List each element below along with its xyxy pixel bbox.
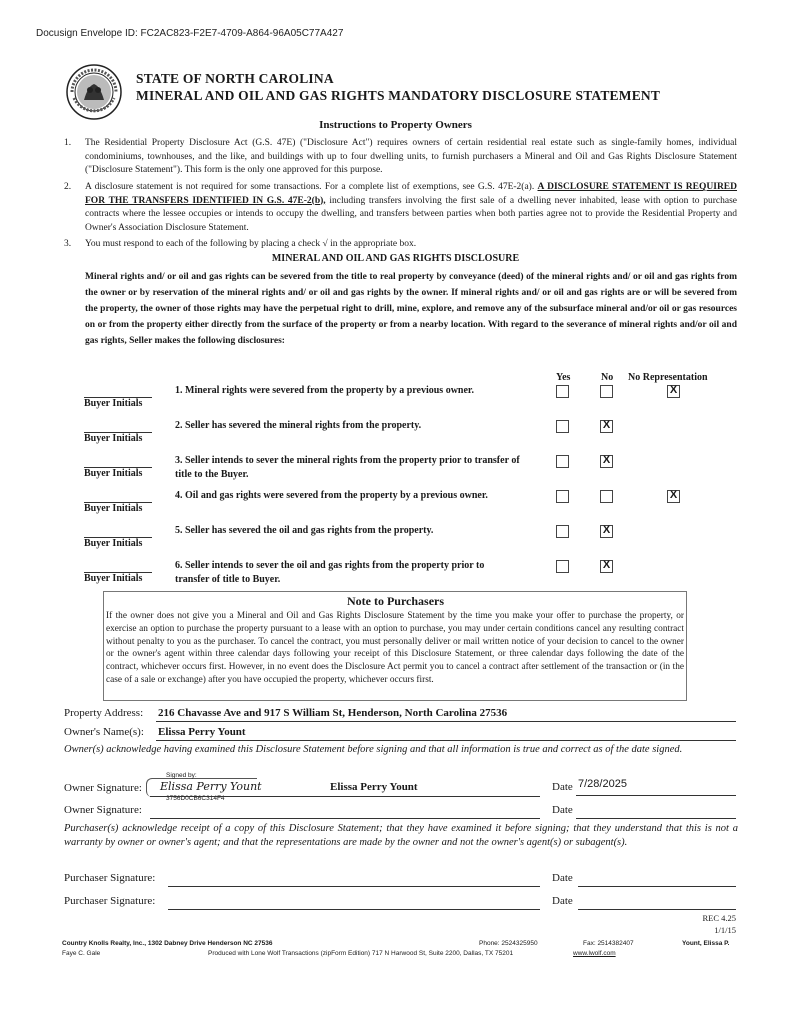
question-2: 2. Seller has severed the mineral rights from the property.	[175, 420, 422, 431]
col-no-representation: No Representation	[628, 372, 708, 383]
instructions-heading: Instructions to Property Owners	[319, 119, 472, 131]
purchaser-signature-label-2: Purchaser Signature:	[64, 895, 156, 907]
property-address-underline	[156, 720, 736, 722]
title-line2: MINERAL AND OIL AND GAS RIGHTS MANDATORY DISCLOSURE STATEMENT	[136, 88, 661, 103]
owner-date-underline-1	[576, 794, 736, 796]
q6-no-checkbox[interactable]	[600, 560, 613, 573]
instruction-3-num: 3.	[64, 239, 72, 249]
owner-signature-line-2[interactable]	[150, 817, 540, 819]
owner-signature-1[interactable]: Elissa Perry Yount	[160, 780, 262, 793]
owner-date-label-1: Date	[552, 781, 573, 793]
q4-no-checkbox[interactable]	[600, 490, 613, 503]
q1-no-checkbox[interactable]	[600, 385, 613, 398]
q6-yes-checkbox[interactable]	[556, 560, 569, 573]
footer-produced-with: Produced with Lone Wolf Transactions (zipForm Edition) 717 N Harwood St, Suite 2200, Dallas, TX 75201	[208, 950, 514, 957]
instruction-2-before: A disclosure statement is not required for some transactions. For a complete list of exemptions, see G.S. 47E-2(a).	[85, 182, 538, 192]
instruction-2-highlight: A DISCLOSURE STATEMENT IS REQUIRED FOR THE TRANSFERS IDENTIFIED IN G.S. 47E-2(b),	[85, 182, 738, 206]
buyer-initials-label-6: Buyer Initials	[84, 573, 143, 584]
footer-file-name: Yount, Elissa P.	[682, 940, 730, 947]
owner-signature-label-1: Owner Signature:	[64, 782, 142, 794]
footer-phone: Phone: 2524325950	[479, 940, 538, 947]
q2-no-checkbox[interactable]	[600, 420, 613, 433]
q1-yes-checkbox[interactable]	[556, 385, 569, 398]
footer-fax: Fax: 2514382407	[583, 940, 634, 947]
question-5: 5. Seller has severed the oil and gas rights from the property.	[175, 525, 434, 536]
q1-norep-checkbox[interactable]	[667, 385, 680, 398]
question-1: 1. Mineral rights were severed from the property by a previous owner.	[175, 385, 474, 396]
buyer-initials-label-1: Buyer Initials	[84, 398, 143, 409]
owner-acknowledgement: Owner(s) acknowledge having examined this Disclosure Statement before signing and that all information is true and correct as of the date signed.	[64, 744, 683, 755]
instruction-1-text: The Residential Property Disclosure Act (G.S. 47E) ("Disclosure Act") requires owners of certain residential real estate such as single-family homes, individual condominiums, townhouses, and the like, and buildings with up to four dwelling units, to furnish purchasers a Mineral and Oil and Gas Rights Disclosure Statement ("Disclosure Statement"). This form is the only one approved for this purpose.	[85, 138, 737, 175]
section-text: Mineral rights and/ or oil and gas rights can be severed from the title to real property by conveyance (deed) of the mineral rights and/ or oil and gas rights from the owner or by reservation of the mineral rights and/ or oil and gas rights by the owner. If mineral rights and/ or oil and gas rights are or will be severed from the property, the owner of those rights may have the perpetual right to drill, mine, explore, and remove any of the subsurface mineral and/or oil or gas resources on or from the property either directly from the surface of the property or from a nearby location. With regard to the severance of mineral rights and/or oil and gas rights, Seller makes the following disclosures:	[85, 272, 737, 346]
instruction-1-num: 1.	[64, 138, 72, 148]
question-6: 6. Seller intends to sever the oil and gas rights from the property prior to transfer of title to Buyer.	[175, 560, 485, 585]
q5-no-checkbox[interactable]	[600, 525, 613, 538]
owner-date-value-1[interactable]: 7/28/2025	[578, 778, 627, 790]
owner-date-label-2: Date	[552, 804, 573, 816]
purchaser-signature-label-1: Purchaser Signature:	[64, 872, 156, 884]
instruction-2-text	[85, 181, 737, 235]
q2-yes-checkbox[interactable]	[556, 420, 569, 433]
envelope-id: Docusign Envelope ID: FC2AC823-F2E7-4709-A864-96A05C77A427	[36, 28, 344, 39]
question-4: 4. Oil and gas rights were severed from the property by a previous owner.	[175, 490, 488, 501]
purchaser-signature-line-1[interactable]	[168, 885, 540, 887]
instruction-3-text: You must respond to each of the following by placing a check √ in the appropriate box.	[85, 239, 417, 249]
title-line1: STATE OF NORTH CAROLINA	[136, 71, 334, 86]
purchaser-date-label-1: Date	[552, 872, 573, 884]
owner-date-line-2[interactable]	[576, 817, 736, 819]
purchaser-date-line-1[interactable]	[578, 885, 736, 887]
property-address-value[interactable]: 216 Chavasse Ave and 917 S William St, Henderson, North Carolina 27536	[158, 707, 508, 719]
purchaser-signature-line-2[interactable]	[168, 908, 540, 910]
q3-no-checkbox[interactable]	[600, 455, 613, 468]
purchaser-date-line-2[interactable]	[578, 908, 736, 910]
footer-agent: Faye C. Gale	[62, 950, 101, 957]
buyer-initials-label-4: Buyer Initials	[84, 503, 143, 514]
signature-id: 3756D0CB6C314F4	[166, 795, 225, 802]
buyer-initials-label-3: Buyer Initials	[84, 468, 143, 479]
note-heading: Note to Purchasers	[346, 594, 445, 608]
owners-name-label: Owner's Name(s):	[64, 726, 144, 738]
signed-by-label: Signed by:	[166, 772, 197, 779]
owner-signature-label-2: Owner Signature:	[64, 804, 142, 816]
col-no: No	[601, 372, 614, 383]
purchaser-acknowledgement: Purchaser(s) acknowledge receipt of a copy of this Disclosure Statement; that they have examined it before signing; that they understand that this is not a warranty by owner or owner's agent; and that the representations are made by the owner and not the owner's agent(s) or subagent(s).	[64, 823, 738, 848]
owner-signature-underline-1	[150, 795, 540, 797]
property-address-label: Property Address:	[64, 707, 144, 719]
q3-yes-checkbox[interactable]	[556, 455, 569, 468]
instruction-2-after: including transfers involving the first sale of a dwelling never inhabited, lease with option to purchase contracts where the lessee occupies or intends to occupy the dwelling, and transfers between parties when both parties agree not to provide the Residential Property and Owner's Association Disclosure Statement.	[85, 195, 737, 233]
form-number: REC 4.25	[702, 913, 736, 923]
q5-yes-checkbox[interactable]	[556, 525, 569, 538]
question-3: 3. Seller intends to sever the mineral rights from the property prior to transfer of title to the Buyer.	[175, 455, 520, 480]
form-date: 1/1/15	[714, 925, 736, 935]
note-text: If the owner does not give you a Mineral and Oil and Gas Rights Disclosure Statement by the time you make your offer to purchase the property, or exercise an option to purchase the property pursuant to a lease with an option to purchase, you may under certain conditions cancel any resulting contract without penalty to you as the purchaser. To cancel the contract, you must personally deliver or mail written notice of your decision to cancel to the owner or the owner's agent within three calendar days following your receipt of this Disclosure Statement, or three calendar days following the date of the contract, whichever occurs first. However, in no event does the Disclosure Act permit you to cancel a contract after settlement of the transaction or (in the case of a sale or exchange) after you have occupied the property, whichever occurs first.	[106, 611, 684, 685]
footer-url[interactable]: www.lwolf.com	[573, 950, 616, 957]
purchaser-date-label-2: Date	[552, 895, 573, 907]
instruction-2-num: 2.	[64, 182, 72, 192]
owners-name-value[interactable]: Elissa Perry Yount	[158, 726, 246, 738]
col-yes: Yes	[556, 372, 571, 383]
buyer-initials-label-5: Buyer Initials	[84, 538, 143, 549]
footer-company: Country Knolls Realty, Inc., 1302 Dabney Drive Henderson NC 27536	[62, 940, 273, 947]
q4-yes-checkbox[interactable]	[556, 490, 569, 503]
section-heading: MINERAL AND OIL AND GAS RIGHTS DISCLOSURE	[271, 253, 520, 264]
buyer-initials-label-2: Buyer Initials	[84, 433, 143, 444]
owner-printed-name-1: Elissa Perry Yount	[330, 781, 418, 793]
owners-name-underline	[156, 739, 736, 741]
state-seal-icon	[66, 64, 122, 120]
q4-norep-checkbox[interactable]	[667, 490, 680, 503]
